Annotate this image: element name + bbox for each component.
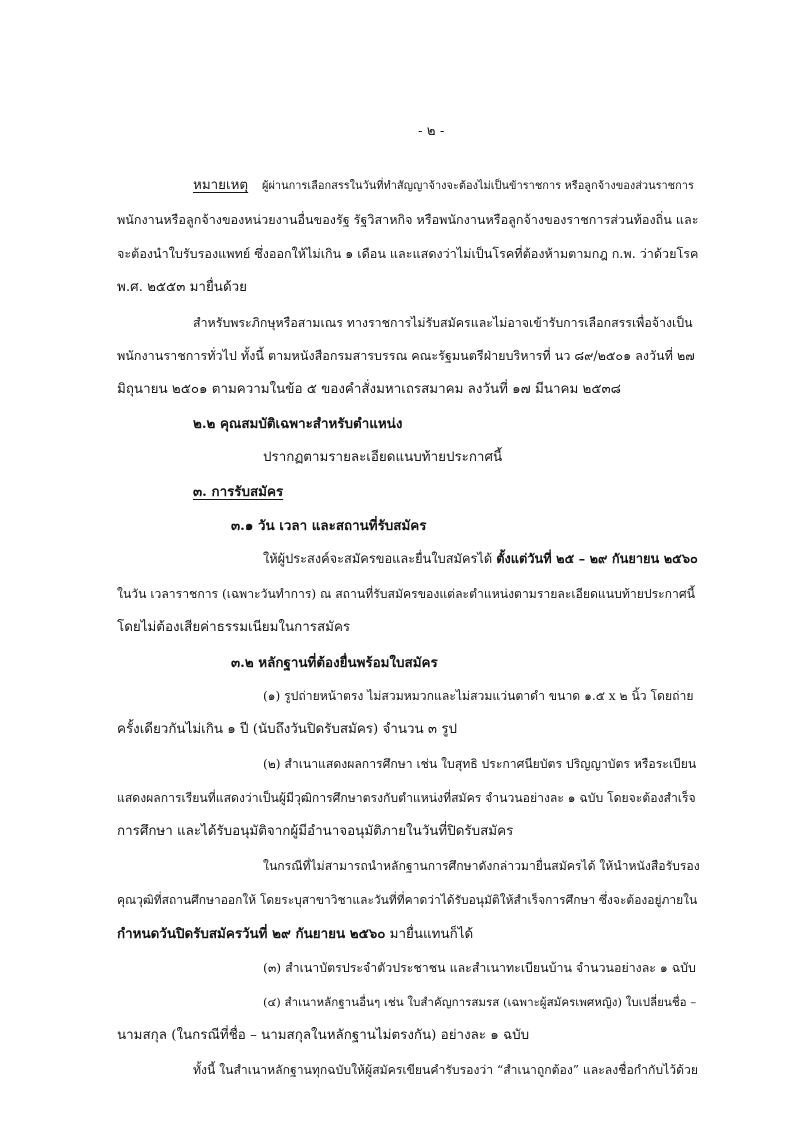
case-line-3-text: มายื่นแทนก็ได้ xyxy=(385,927,474,942)
remark-line-2: พนักงานหรือลูกจ้างของหน่วยงานอื่นของรัฐ รัฐวิสาหกิจ หรือพนักงานหรือลูกจ้างของราชการส่วนท้องถิ่น และ xyxy=(117,212,699,227)
item-1-line-1: (๑) รูปถ่ายหน้าตรง ไม่สวมหมวกและไม่สวมแว่นตาดำ ขนาด ๑.๕ x ๒ นิ้ว โดยถ่าย xyxy=(263,689,694,703)
case-line-1: ในกรณีที่ไม่สามารถนำหลักฐานการศึกษาดังกล่าวมายื่นสมัครได้ ให้นำหนังสือรับรอง xyxy=(263,859,700,873)
section-3-1-line-1 xyxy=(263,550,698,570)
section-3-heading: ๓. การรับสมัคร xyxy=(193,484,284,500)
section-3-1-line-1-text: ให้ผู้ประสงค์จะสมัครขอและยื่นใบสมัครได้ xyxy=(263,552,497,567)
item-1-line-2: ครั้งเดียวกันไม่เกิน ๑ ปี (นับถึงวันปิดรับสมัคร) จำนวน ๓ รูป xyxy=(117,722,458,737)
monk-para-line-3: มิถุนายน ๒๕๐๑ ตามความในข้อ ๕ ของคำสั่งมหาเถรสมาคม ลงวันที่ ๑๗ มีนาคม ๒๕๓๘ xyxy=(117,382,621,397)
remark-line-4: พ.ศ. ๒๕๕๓ มายื่นด้วย xyxy=(117,280,248,295)
section-3-1-heading: ๓.๑ วัน เวลา และสถานที่รับสมัคร xyxy=(231,518,427,534)
case-line-3 xyxy=(117,924,473,945)
item-4-line-2: นามสกุล (ในกรณีที่ชื่อ – นามสกุลในหลักฐานไม่ตรงกัน) อย่างละ ๑ ฉบับ xyxy=(117,1028,530,1043)
item-2-line-2: แสดงผลการเรียนที่แสดงว่าเป็นผู้มีวุฒิการศึกษาตรงกับตำแหน่งที่สมัคร จำนวนอย่างละ ๑ ฉบับ โดยจะต้องสำเร็จ xyxy=(117,791,696,805)
application-period: ตั้งแต่วันที่ ๒๕ – ๒๙ กันยายน ๒๕๖๐ xyxy=(496,552,698,567)
remark-line-3: จะต้องนำใบรับรองแพทย์ ซึ่งออกให้ไม่เกิน ๑ เดือน และแสดงว่าไม่เป็นโรคที่ต้องห้ามตามกฎ ก.พ. ว่าด้วยโรค xyxy=(117,246,699,261)
case-line-2: คุณวุฒิที่สถานศึกษาออกให้ โดยระบุสาขาวิชาและวันที่ที่คาดว่าได้รับอนุมัติให้สำเร็จการศึกษา ซึ่งจะต้องอยู่ภายใน xyxy=(117,893,698,907)
remark-line-1: ผู้ผ่านการเลือกสรรในวันที่ทำสัญญาจ้างจะต้องไม่เป็นข้าราชการ หรือลูกจ้างของส่วนราชการ xyxy=(262,179,694,192)
final-line: ทั้งนี้ ในสำเนาหลักฐานทุกฉบับให้ผู้สมัครเขียนคำรับรองว่า “สำเนาถูกต้อง” และลงชื่อกำกับไว้ด้วย xyxy=(193,1063,698,1077)
section-3-1-line-2: ในวัน เวลาราชการ (เฉพาะวันทำการ) ณ สถานที่รับสมัครของแต่ละตำแหน่งตามรายละเอียดแนบท้ายประกาศนี้ xyxy=(117,587,695,601)
section-2-2-heading: ๒.๒ คุณสมบัติเฉพาะสำหรับตำแหน่ง xyxy=(193,416,403,432)
item-4-line-1: (๔) สำเนาหลักฐานอื่นๆ เช่น ใบสำคัญการสมรส (เฉพาะผู้สมัครเพศหญิง) ใบเปลี่ยนชื่อ – xyxy=(263,995,697,1009)
item-2-line-1: (๒) สำเนาแสดงผลการศึกษา เช่น ใบสุทธิ ประกาศนียบัตร ปริญญาบัตร หรือระเบียน xyxy=(263,757,697,771)
section-2-2-text: ปรากฏตามรายละเอียดแนบท้ายประกาศนี้ xyxy=(263,450,503,465)
remark-label: หมายเหตุ xyxy=(193,178,249,193)
item-2-line-3: การศึกษา และได้รับอนุมัติจากผู้มีอำนาจอนุมัติภายในวันที่ปิดรับสมัคร xyxy=(117,824,514,839)
section-3-2-heading: ๓.๒ หลักฐานที่ต้องยื่นพร้อมใบสมัคร xyxy=(231,655,438,671)
closing-date: กำหนดวันปิดรับสมัครวันที่ ๒๙ กันยายน ๒๕๖๐ xyxy=(117,926,386,942)
monk-para-line-2: พนักงานราชการทั่วไป ทั้งนี้ ตามหนังสือกรมสารบรรณ คณะรัฐมนตรีฝ่ายบริหารที่ นว ๘๙/๒๕๐๑ ลงวันที่ ๒๗ xyxy=(117,348,695,363)
page-number: - ๒ - xyxy=(418,124,445,139)
monk-para-line-1: สำหรับพระภิกษุหรือสามเณร ทางราชการไม่รับสมัครและไม่อาจเข้ารับการเลือกสรรเพื่อจ้างเป็น xyxy=(193,315,693,330)
section-3-1-line-3: โดยไม่ต้องเสียค่าธรรมเนียมในการสมัคร xyxy=(117,620,351,635)
item-3: (๓) สำเนาบัตรประจำตัวประชาชน และสำเนาทะเบียนบ้าน จำนวนอย่างละ ๑ ฉบับ xyxy=(263,960,696,975)
